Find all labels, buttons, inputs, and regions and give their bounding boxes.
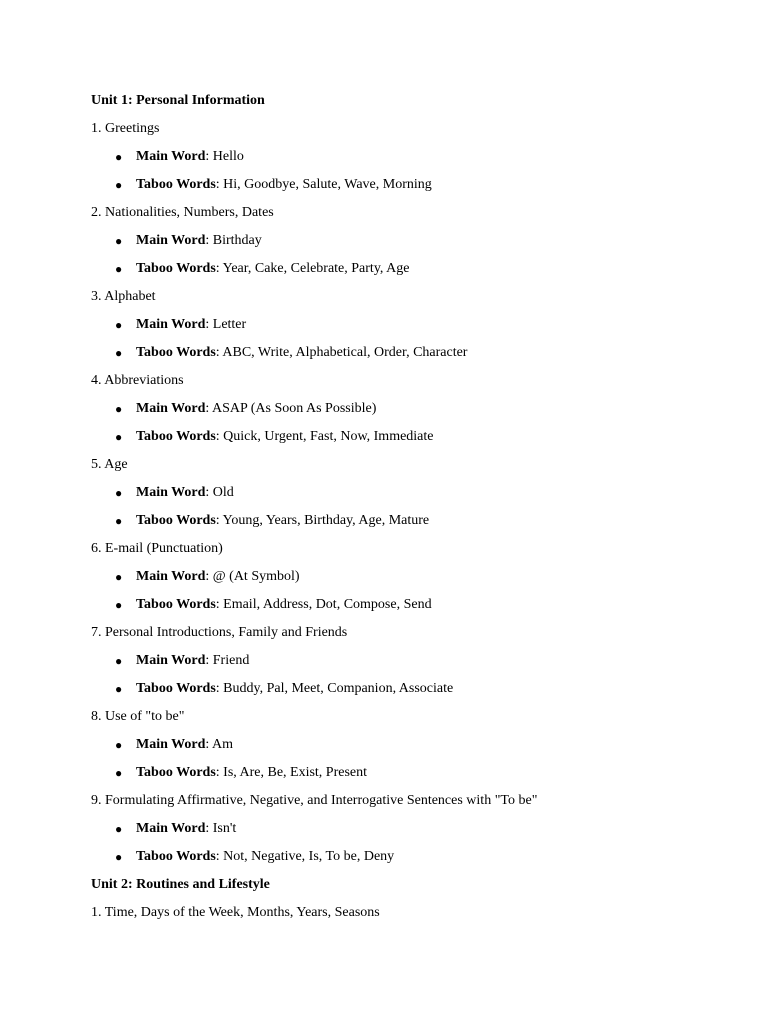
bullet-icon: ●	[115, 654, 123, 668]
taboo-label: Taboo Words	[136, 177, 216, 192]
bullet-icon: ●	[115, 738, 123, 752]
main-label: Main Word	[136, 569, 206, 584]
main-word-item	[91, 399, 731, 427]
bullet-icon: ●	[115, 514, 123, 528]
main-label: Main Word	[136, 737, 206, 752]
topic-title: 1. Time, Days of the Week, Months, Years, Seasons	[91, 905, 380, 920]
unit-heading: Unit 1: Personal Information	[91, 93, 265, 108]
bullet-icon: ●	[115, 234, 123, 248]
bullet-icon: ●	[115, 346, 123, 360]
main-label: Main Word	[136, 149, 206, 164]
taboo-words-item	[91, 595, 731, 623]
main-label: Main Word	[136, 317, 206, 332]
bullet-icon: ●	[115, 262, 123, 276]
main-word-item	[91, 483, 731, 511]
topic-title: 2. Nationalities, Numbers, Dates	[91, 205, 274, 220]
taboo-value: : Buddy, Pal, Meet, Companion, Associate	[215, 681, 454, 696]
main-label: Main Word	[136, 485, 206, 500]
main-label: Main Word	[136, 233, 206, 248]
unit-heading: Unit 2: Routines and Lifestyle	[91, 877, 270, 892]
bullet-icon: ●	[115, 178, 123, 192]
topic-title: 7. Personal Introductions, Family and Friends	[91, 625, 348, 640]
taboo-words-item	[91, 679, 731, 707]
main-value: : Isn't	[205, 821, 237, 836]
taboo-label: Taboo Words	[136, 681, 216, 696]
taboo-label: Taboo Words	[136, 345, 216, 360]
taboo-value: : Year, Cake, Celebrate, Party, Age	[215, 261, 410, 276]
main-word-item	[91, 735, 731, 763]
main-value: : Letter	[205, 317, 247, 332]
main-value: : Friend	[205, 653, 250, 668]
taboo-value: : Hi, Goodbye, Salute, Wave, Morning	[215, 177, 432, 192]
main-value: : ASAP (As Soon As Possible)	[205, 401, 377, 416]
main-value: : @ (At Symbol)	[205, 569, 300, 584]
bullet-icon: ●	[115, 402, 123, 416]
taboo-value: : Not, Negative, Is, To be, Deny	[215, 849, 395, 864]
topic-title: 3. Alphabet	[91, 289, 156, 304]
taboo-value: : Quick, Urgent, Fast, Now, Immediate	[215, 429, 434, 444]
main-value: : Am	[205, 737, 233, 752]
main-word-item	[91, 819, 731, 847]
taboo-label: Taboo Words	[136, 849, 216, 864]
taboo-words-item	[91, 259, 731, 287]
main-label: Main Word	[136, 821, 206, 836]
taboo-words-item	[91, 427, 731, 455]
taboo-words-item	[91, 511, 731, 539]
main-word-item	[91, 231, 731, 259]
bullet-icon: ●	[115, 430, 123, 444]
bullet-icon: ●	[115, 766, 123, 780]
taboo-label: Taboo Words	[136, 429, 216, 444]
main-label: Main Word	[136, 653, 206, 668]
taboo-words-item	[91, 847, 731, 875]
taboo-value: : ABC, Write, Alphabetical, Order, Character	[215, 345, 468, 360]
taboo-label: Taboo Words	[136, 513, 216, 528]
topic-title: 6. E-mail (Punctuation)	[91, 541, 223, 556]
taboo-label: Taboo Words	[136, 765, 216, 780]
topic-title: 1. Greetings	[91, 121, 160, 136]
main-value: : Birthday	[205, 233, 262, 248]
main-label: Main Word	[136, 401, 206, 416]
taboo-words-item	[91, 343, 731, 371]
main-word-item	[91, 651, 731, 679]
bullet-icon: ●	[115, 570, 123, 584]
taboo-label: Taboo Words	[136, 597, 216, 612]
main-value: : Hello	[205, 149, 244, 164]
bullet-icon: ●	[115, 850, 123, 864]
topic-title: 4. Abbreviations	[91, 373, 184, 388]
bullet-icon: ●	[115, 150, 123, 164]
bullet-icon: ●	[115, 598, 123, 612]
topic-title: 9. Formulating Affirmative, Negative, and Interrogative Sentences with "To be"	[91, 793, 538, 808]
bullet-icon: ●	[115, 682, 123, 696]
taboo-value: : Young, Years, Birthday, Age, Mature	[215, 513, 430, 528]
bullet-icon: ●	[115, 822, 123, 836]
topic-title: 8. Use of "to be"	[91, 709, 185, 724]
main-value: : Old	[205, 485, 234, 500]
main-word-item	[91, 147, 731, 175]
bullet-icon: ●	[115, 486, 123, 500]
bullet-icon: ●	[115, 318, 123, 332]
document-body	[91, 91, 731, 931]
taboo-value: : Is, Are, Be, Exist, Present	[215, 765, 368, 780]
topic-title: 5. Age	[91, 457, 128, 472]
main-word-item	[91, 315, 731, 343]
taboo-words-item	[91, 175, 731, 203]
main-word-item	[91, 567, 731, 595]
taboo-value: : Email, Address, Dot, Compose, Send	[215, 597, 432, 612]
taboo-words-item	[91, 763, 731, 791]
taboo-label: Taboo Words	[136, 261, 216, 276]
